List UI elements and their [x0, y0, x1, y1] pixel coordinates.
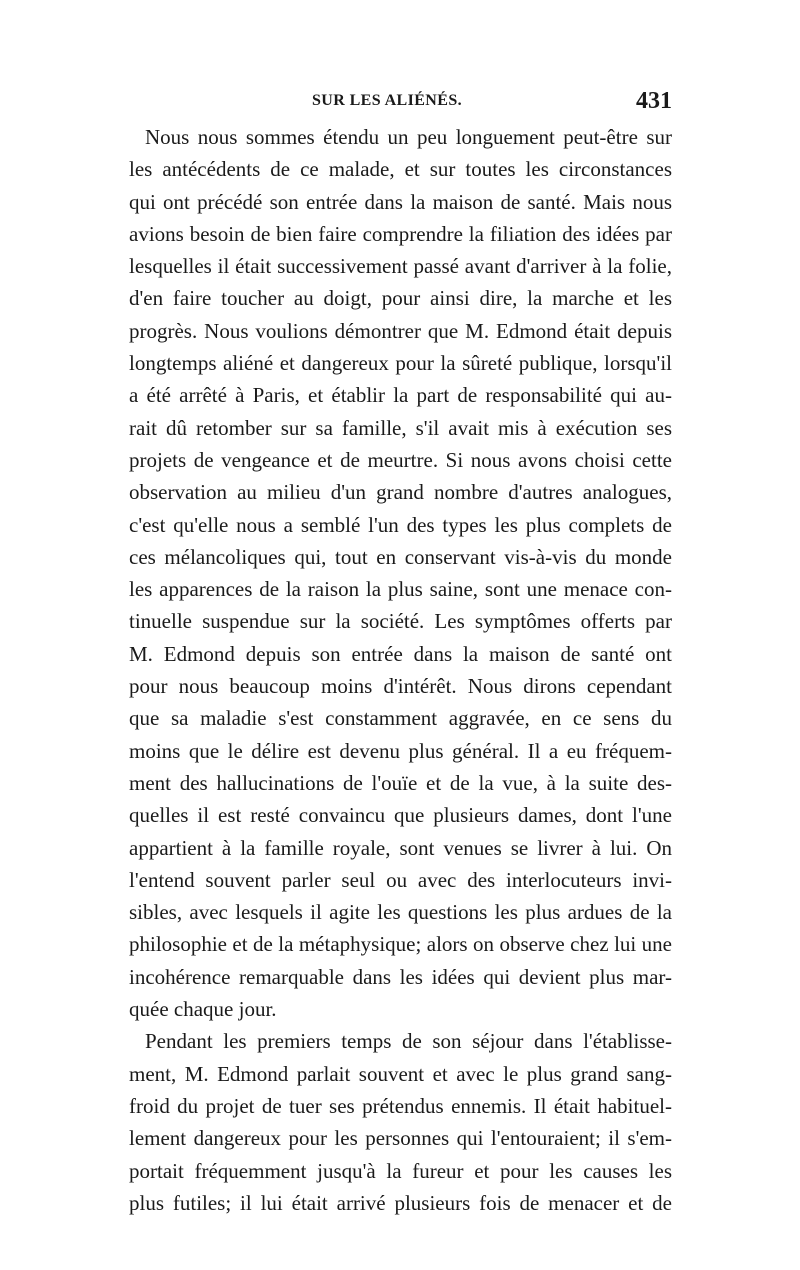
- text-line: ces mélancoliques qui, tout en conservant vis-à-vis du monde: [129, 544, 672, 569]
- text-line: froid du projet de tuer ses prétendus ennemis. Il était habituel-: [129, 1093, 672, 1118]
- text-line: incohérence remarquable dans les idées qui devient plus mar-: [129, 964, 672, 989]
- text-line: progrès. Nous voulions démontrer que M. Edmond était depuis: [129, 318, 672, 343]
- text-line: Pendant les premiers temps de son séjour dans l'établisse-: [145, 1029, 672, 1054]
- text-line: avions besoin de bien faire comprendre la filiation des idées par: [129, 221, 672, 246]
- text-line: d'en faire toucher au doigt, pour ainsi dire, la marche et les: [129, 286, 672, 311]
- text-line: les antécédents de ce malade, et sur toutes les circonstances: [129, 157, 672, 182]
- text-line: quée chaque jour.: [129, 997, 277, 1022]
- text-line: ment, M. Edmond parlait souvent et avec le plus grand sang-: [129, 1061, 672, 1086]
- text-line: plus futiles; il lui était arrivé plusieurs fois de menacer et de: [129, 1190, 672, 1215]
- text-line: sibles, avec lesquels il agite les questions les plus ardues de la: [129, 900, 672, 925]
- text-line: tinuelle suspendue sur la société. Les symptômes offerts par: [129, 609, 672, 634]
- paragraph-2: [129, 1025, 672, 1219]
- text-line: pour nous beaucoup moins d'intérêt. Nous dirons cependant: [129, 674, 672, 699]
- text-line: portait fréquemment jusqu'à la fureur et pour les causes les: [129, 1158, 672, 1183]
- text-line: projets de vengeance et de meurtre. Si nous avons choisi cette: [129, 447, 672, 472]
- text-line: ment des hallucinations de l'ouïe et de la vue, à la suite des-: [129, 770, 672, 795]
- text-line: lesquelles il était successivement passé avant d'arriver à la folie,: [129, 254, 672, 279]
- paragraph-1: [129, 121, 672, 1025]
- text-line: a été arrêté à Paris, et établir la part de responsabilité qui au-: [129, 383, 672, 408]
- text-line: qui ont précédé son entrée dans la maison de santé. Mais nous: [129, 189, 672, 214]
- text-line: les apparences de la raison la plus saine, sont une menace con-: [129, 577, 672, 602]
- text-line: l'entend souvent parler seul ou avec des interlocuteurs invi-: [129, 867, 672, 892]
- running-head: [120, 88, 672, 118]
- text-line: observation au milieu d'un grand nombre d'autres analogues,: [129, 480, 672, 505]
- page-number: 431: [636, 88, 672, 114]
- text-line: que sa maladie s'est constamment aggravée, en ce sens du: [129, 706, 672, 731]
- text-line: quelles il est resté convaincu que plusieurs dames, dont l'une: [129, 803, 672, 828]
- text-line: longtemps aliéné et dangereux pour la sûreté publique, lorsqu'il: [129, 351, 672, 376]
- text-line: Nous nous sommes étendu un peu longuement peut-être sur: [145, 125, 672, 149]
- text-line: rait dû retomber sur sa famille, s'il avait mis à exécution ses: [129, 415, 672, 440]
- text-line: appartient à la famille royale, sont venues se livrer à lui. On: [129, 835, 672, 860]
- text-line: lement dangereux pour les personnes qui l'entouraient; il s'em-: [129, 1126, 672, 1151]
- body-text: [129, 121, 672, 1219]
- text-line: M. Edmond depuis son entrée dans la maison de santé ont: [129, 641, 672, 666]
- running-title: SUR LES ALIÉNÉS.: [312, 92, 463, 109]
- text-line: moins que le délire est devenu plus général. Il a eu fréquem-: [129, 738, 672, 763]
- text-line: c'est qu'elle nous a semblé l'un des types les plus complets de: [129, 512, 672, 537]
- text-line: philosophie et de la métaphysique; alors on observe chez lui une: [129, 932, 672, 957]
